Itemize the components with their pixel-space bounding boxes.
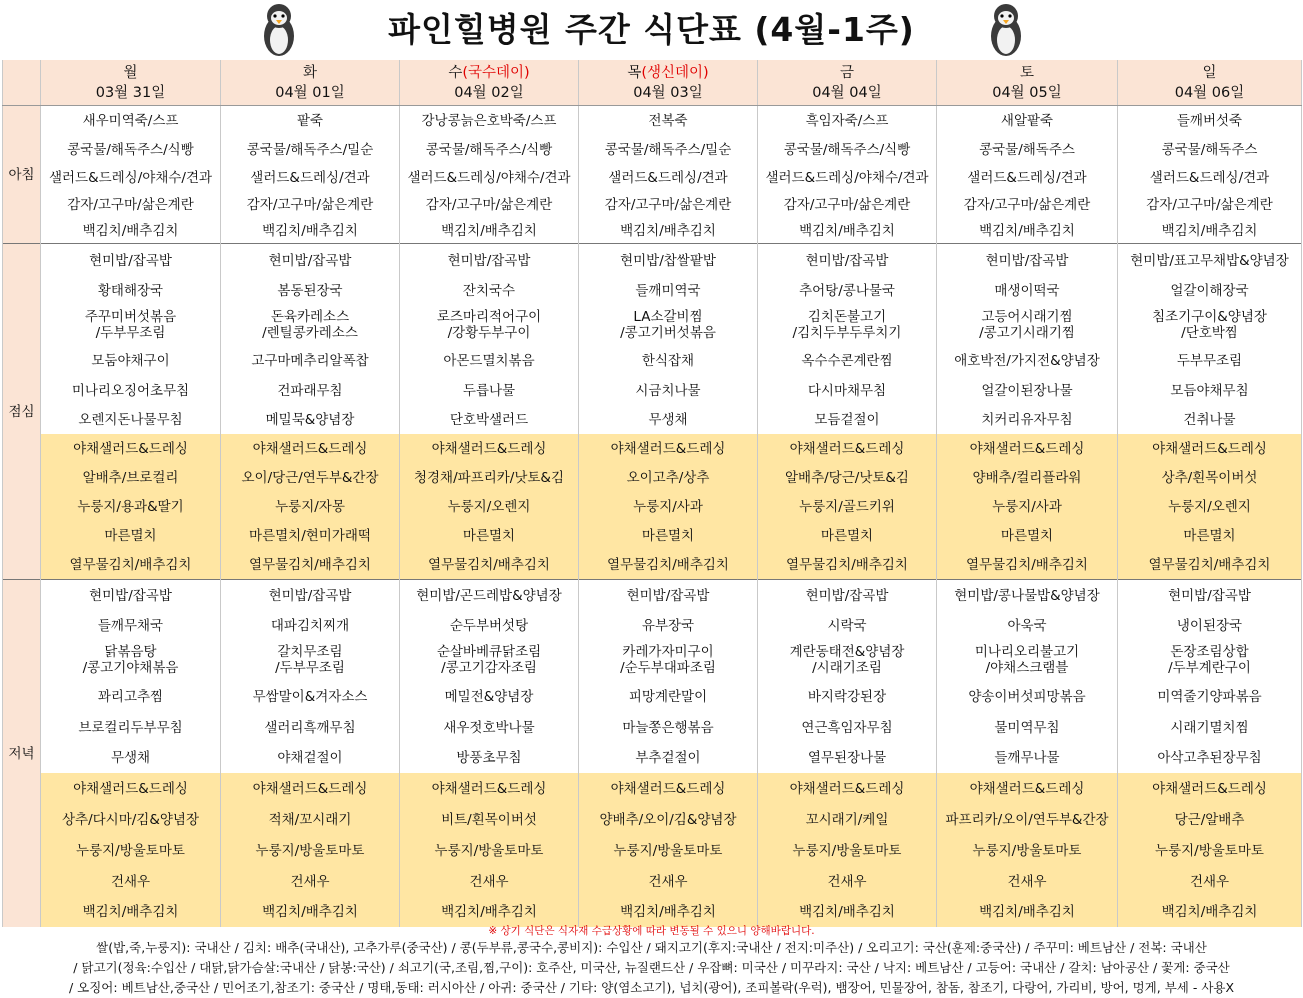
page-title: 파인힐병원 주간 식단표 (4월-1주) xyxy=(388,10,915,49)
menu-item: 메밀묵&양념장 xyxy=(221,405,400,434)
menu-row xyxy=(3,550,1302,580)
menu-item: 누룽지/용과&딸기 xyxy=(41,492,221,521)
menu-item-line: /콩고기감자조림 xyxy=(441,660,537,676)
menu-item: 현미밥/잡곡밥 xyxy=(758,580,937,613)
menu-item: 백김치/배추김치 xyxy=(41,897,221,927)
menu-item: 야채샐러드&드레싱 xyxy=(400,773,579,804)
menu-item: 상추/다시마/김&양념장 xyxy=(41,804,221,835)
menu-item: 샐러드&드레싱/견과 xyxy=(937,164,1118,191)
menu-row xyxy=(3,244,1302,278)
menu-item: 봄동된장국 xyxy=(221,277,400,304)
menu-item: 들깨미역국 xyxy=(579,277,758,304)
menu-item: 옥수수콘계란찜 xyxy=(758,346,937,376)
day-name-line xyxy=(221,63,399,83)
menu-row xyxy=(3,804,1302,835)
day-tag: (생신데이) xyxy=(641,64,709,81)
menu-item: 현미밥/잡곡밥 xyxy=(41,244,221,278)
menu-item: 현미밥/잡곡밥 xyxy=(937,244,1118,278)
menu-item: 백김치/배추김치 xyxy=(758,897,937,927)
menu-item: 콩국물/해독주스/밀순 xyxy=(221,135,400,164)
menu-item-line: /순두부대파조림 xyxy=(620,660,716,676)
meal-label: 아침 xyxy=(3,106,41,244)
menu-item: 현미밥/표고무채밥&양념장 xyxy=(1118,244,1302,278)
menu-item: 누룽지/골드키위 xyxy=(758,492,937,521)
menu-item: 백김치/배추김치 xyxy=(400,897,579,927)
menu-row xyxy=(3,191,1302,218)
menu-row xyxy=(3,277,1302,304)
menu-item: 얼갈이해장국 xyxy=(1118,277,1302,304)
menu-item: 백김치/배추김치 xyxy=(579,897,758,927)
menu-item: 미나리오징어초무침 xyxy=(41,376,221,405)
menu-item: 샐러리흑깨무침 xyxy=(221,713,400,742)
menu-item-line: /김치두부두루치기 xyxy=(792,325,902,341)
menu-item: 황태해장국 xyxy=(41,277,221,304)
day-name: 일 xyxy=(1202,64,1217,81)
menu-row xyxy=(3,580,1302,613)
menu-item: 고구마메추리알폭찹 xyxy=(221,346,400,376)
menu-item: 백김치/배추김치 xyxy=(937,218,1118,244)
menu-item: 새우미역죽/스프 xyxy=(41,106,221,136)
menu-item-line: 순살바베큐닭조림 xyxy=(436,644,542,660)
menu-item: 알배추/브로컬리 xyxy=(41,463,221,492)
menu-item: 건파래무침 xyxy=(221,376,400,405)
menu-item: 들깨무나물 xyxy=(937,742,1118,773)
menu-item: 콩국물/해독주스/식빵 xyxy=(400,135,579,164)
menu-item xyxy=(1118,639,1302,681)
menu-item: 열무물김치/배추김치 xyxy=(937,550,1118,580)
menu-item: 콩국물/해독주스 xyxy=(937,135,1118,164)
menu-item: 현미밥/곤드레밥&양념장 xyxy=(400,580,579,613)
menu-row xyxy=(3,434,1302,463)
menu-item: 열무물김치/배추김치 xyxy=(41,550,221,580)
menu-item: 피망계란말이 xyxy=(579,681,758,713)
menu-item: 상추/흰목이버섯 xyxy=(1118,463,1302,492)
day-name-line xyxy=(400,63,578,83)
menu-item: 현미밥/잡곡밥 xyxy=(1118,580,1302,613)
menu-item: 전복죽 xyxy=(579,106,758,136)
menu-item: 무생채 xyxy=(41,742,221,773)
day-header xyxy=(579,60,758,106)
menu-item: 샐러드&드레싱/야채수/견과 xyxy=(758,164,937,191)
menu-item: 잔치국수 xyxy=(400,277,579,304)
menu-item-line: 돈육카레소스 xyxy=(270,309,350,325)
menu-item-line: 계란동태전&양념장 xyxy=(789,644,905,660)
menu-item: 마른멸치 xyxy=(41,521,221,550)
menu-row xyxy=(3,639,1302,681)
menu-item: 콩국물/해독주스/식빵 xyxy=(758,135,937,164)
menu-item: 열무물김치/배추김치 xyxy=(579,550,758,580)
menu-item: 감자/고구마/삶은계란 xyxy=(41,191,221,218)
origin-line: / 닭고기(정육:수입산 / 대닭,닭가슴살:국내산 / 닭봉:국산) / 쇠고기(국,조림,찜,구이): 호주산, 미국산, 뉴질랜드산 / 우잡뼈: 미국산 / 미꾸라지: 국산 / 낙지: 베트남산 / 고등어: 국내산 / 갈치: 남아공산 / 꽃게: 중국산 xyxy=(73,960,1230,975)
menu-item: 양송이버섯피망볶음 xyxy=(937,681,1118,713)
day-tag: (국수데이) xyxy=(462,64,530,81)
menu-item: 감자/고구마/삶은계란 xyxy=(579,191,758,218)
menu-item: 건새우 xyxy=(1118,866,1302,897)
menu-item xyxy=(758,304,937,346)
menu-item: 야채샐러드&드레싱 xyxy=(579,434,758,463)
menu-item: 현미밥/찹쌀팥밥 xyxy=(579,244,758,278)
menu-item: 무쌈말이&겨자소스 xyxy=(221,681,400,713)
menu-item: 비트/흰목이버섯 xyxy=(400,804,579,835)
menu-item: 강낭콩늙은호박죽/스프 xyxy=(400,106,579,136)
menu-item: 현미밥/잡곡밥 xyxy=(758,244,937,278)
menu-item: 누룽지/사과 xyxy=(937,492,1118,521)
menu-item: 청경채/파프리카/낫토&김 xyxy=(400,463,579,492)
day-name: 금 xyxy=(839,64,854,81)
menu-item: 마른멸치 xyxy=(937,521,1118,550)
day-date: 04월 02일 xyxy=(454,84,524,101)
menu-item: 들깨버섯죽 xyxy=(1118,106,1302,136)
menu-item xyxy=(400,304,579,346)
menu-item: 물미역무침 xyxy=(937,713,1118,742)
menu-item: 건새우 xyxy=(41,866,221,897)
menu-item: 한식잡채 xyxy=(579,346,758,376)
menu-item: 대파김치찌개 xyxy=(221,612,400,639)
menu-item-line: 돈장조림상합 xyxy=(1170,644,1249,660)
menu-item: 파프리카/오이/연두부&간장 xyxy=(937,804,1118,835)
day-date: 04월 03일 xyxy=(633,84,703,101)
day-name: 목 xyxy=(627,64,642,81)
menu-item: 현미밥/잡곡밥 xyxy=(579,580,758,613)
menu-item: 감자/고구마/삶은계란 xyxy=(221,191,400,218)
menu-item: 두부무조림 xyxy=(1118,346,1302,376)
day-name: 수 xyxy=(448,64,463,81)
menu-item: 열무물김치/배추김치 xyxy=(758,550,937,580)
menu-item: 양배추/컬리플라워 xyxy=(937,463,1118,492)
menu-item: 백김치/배추김치 xyxy=(937,897,1118,927)
menu-item: 얼갈이된장나물 xyxy=(937,376,1118,405)
menu-item: 모듬야채무침 xyxy=(1118,376,1302,405)
menu-item: 들깨무채국 xyxy=(41,612,221,639)
menu-row xyxy=(3,135,1302,164)
menu-item: 마른멸치 xyxy=(579,521,758,550)
menu-item-line: /콩고기야채볶음 xyxy=(82,660,179,676)
menu-item: 건새우 xyxy=(221,866,400,897)
menu-item: 야채샐러드&드레싱 xyxy=(221,434,400,463)
menu-item: 애호박전/가지전&양념장 xyxy=(937,346,1118,376)
menu-item: 백김치/배추김치 xyxy=(221,218,400,244)
menu-item: 야채겉절이 xyxy=(221,742,400,773)
day-name: 월 xyxy=(123,64,138,81)
menu-item-line: 고등어시래기찜 xyxy=(981,309,1073,325)
menu-item: 열무물김치/배추김치 xyxy=(221,550,400,580)
menu-row xyxy=(3,376,1302,405)
menu-item-line: /강황두부구이 xyxy=(447,325,531,341)
menu-item-line: /콩고기버섯볶음 xyxy=(620,325,716,341)
origin-line: 쌀(밥,죽,누룽지): 국내산 / 김치: 배추(국내산), 고추가루(중국산) / 콩(두부류,콩국수,콩비지): 수입산 / 돼지고기(후지:국내산 / 전지:미주산) / 오리고기: 국산(훈제:중국산) / 주꾸미: 베트남산 / 전복: 국내산 xyxy=(96,940,1207,955)
menu-row xyxy=(3,713,1302,742)
menu-item: 브로컬리두부무침 xyxy=(41,713,221,742)
menu-item-line: /두부무조림 xyxy=(275,660,345,676)
menu-item: 다시마채무침 xyxy=(758,376,937,405)
menu-item-line: /단호박찜 xyxy=(1181,325,1238,341)
day-header xyxy=(41,60,221,106)
menu-item: 시금치나물 xyxy=(579,376,758,405)
day-header xyxy=(758,60,937,106)
menu-item xyxy=(221,639,400,681)
menu-item: 열무물김치/배추김치 xyxy=(400,550,579,580)
menu-item: 건새우 xyxy=(758,866,937,897)
menu-item: 백김치/배추김치 xyxy=(1118,218,1302,244)
menu-item: 냉이된장국 xyxy=(1118,612,1302,639)
menu-row xyxy=(3,773,1302,804)
menu-item: 오렌지돈나물무침 xyxy=(41,405,221,434)
menu-item: 누룽지/방울토마토 xyxy=(1118,835,1302,866)
menu-row xyxy=(3,742,1302,773)
menu-item: 부추겉절이 xyxy=(579,742,758,773)
menu-item: 새알팥죽 xyxy=(937,106,1118,136)
menu-item: 열무된장나물 xyxy=(758,742,937,773)
menu-item: 콩국물/해독주스/식빵 xyxy=(41,135,221,164)
menu-item: 아삭고추된장무침 xyxy=(1118,742,1302,773)
menu-item: 백김치/배추김치 xyxy=(1118,897,1302,927)
menu-item: 감자/고구마/삶은계란 xyxy=(400,191,579,218)
day-name-line xyxy=(41,63,220,83)
menu-item xyxy=(579,304,758,346)
menu-item: 샐러드&드레싱/야채수/견과 xyxy=(400,164,579,191)
menu-item: 적채/꼬시래기 xyxy=(221,804,400,835)
menu-item: 누룽지/방울토마토 xyxy=(41,835,221,866)
day-date: 03월 31일 xyxy=(95,84,166,101)
menu-item: 오이고추/상추 xyxy=(579,463,758,492)
menu-item: 야채샐러드&드레싱 xyxy=(400,434,579,463)
menu-item: 누룽지/방울토마토 xyxy=(937,835,1118,866)
menu-item: 알배추/당근/낫토&김 xyxy=(758,463,937,492)
menu-row xyxy=(3,492,1302,521)
menu-item: 샐러드&드레싱/야채수/견과 xyxy=(41,164,221,191)
meal-label: 점심 xyxy=(3,244,41,580)
day-header xyxy=(221,60,400,106)
menu-item: 마른멸치 xyxy=(758,521,937,550)
menu-item: 팥죽 xyxy=(221,106,400,136)
menu-item: 순두부버섯탕 xyxy=(400,612,579,639)
menu-item-line: /두부무조림 xyxy=(95,325,166,341)
menu-item: 시래기멸치찜 xyxy=(1118,713,1302,742)
notice-text: ※ 상기 식단은 식자재 수급상황에 따라 변동될 수 있으니 양해바랍니다. xyxy=(488,925,815,937)
menu-item: 백김치/배추김치 xyxy=(221,897,400,927)
menu-item: 메밀전&양념장 xyxy=(400,681,579,713)
menu-item: 감자/고구마/삶은계란 xyxy=(937,191,1118,218)
menu-item-line: /콩고기시래기찜 xyxy=(979,325,1075,341)
menu-item: 야채샐러드&드레싱 xyxy=(1118,434,1302,463)
menu-item: 현미밥/잡곡밥 xyxy=(221,244,400,278)
menu-item xyxy=(41,304,221,346)
menu-item: 매생이떡국 xyxy=(937,277,1118,304)
menu-item-line: 갈치무조림 xyxy=(277,644,343,660)
day-name-line xyxy=(1118,63,1301,83)
menu-item: 누룽지/오렌지 xyxy=(400,492,579,521)
menu-item xyxy=(221,304,400,346)
menu-item: 두릅나물 xyxy=(400,376,579,405)
menu-item: 미역줄기양파볶음 xyxy=(1118,681,1302,713)
menu-item: 당근/알배추 xyxy=(1118,804,1302,835)
menu-item: 현미밥/잡곡밥 xyxy=(41,580,221,613)
day-header xyxy=(1118,60,1302,106)
menu-item: 백김치/배추김치 xyxy=(758,218,937,244)
menu-item: 바지락강된장 xyxy=(758,681,937,713)
menu-item: 백김치/배추김치 xyxy=(41,218,221,244)
menu-item: 야채샐러드&드레싱 xyxy=(41,434,221,463)
menu-item: 흑임자죽/스프 xyxy=(758,106,937,136)
menu-item-line: 카레가자미구이 xyxy=(622,644,714,660)
header-row xyxy=(3,60,1302,106)
menu-item: 야채샐러드&드레싱 xyxy=(758,773,937,804)
menu-item: 꽈리고추찜 xyxy=(41,681,221,713)
menu-row xyxy=(3,106,1302,136)
day-date: 04월 05일 xyxy=(992,84,1062,101)
menu-item xyxy=(937,639,1118,681)
menu-item: 무생채 xyxy=(579,405,758,434)
menu-item xyxy=(758,639,937,681)
menu-item: 시락국 xyxy=(758,612,937,639)
menu-item: 꼬시래기/케일 xyxy=(758,804,937,835)
origin-line: / 오징어: 베트남산,중국산 / 민어조기,참조기: 중국산 / 명태,동태: 러시아산 / 아귀: 중국산 / 기타: 양(염소고기), 넙치(광어), 조피볼락(우럭), 뱀장어, 민물장어, 참돔, 참조기, 다랑어, 가리비, 방어, 멍게, 부세 - 사용X xyxy=(68,980,1235,995)
menu-item: 야채샐러드&드레싱 xyxy=(221,773,400,804)
menu-item: 건새우 xyxy=(937,866,1118,897)
day-date: 04월 04일 xyxy=(812,84,882,101)
menu-row xyxy=(3,521,1302,550)
menu-item: 누룽지/방울토마토 xyxy=(579,835,758,866)
menu-item: 치커리유자무침 xyxy=(937,405,1118,434)
day-name-line xyxy=(579,63,757,83)
menu-item xyxy=(1118,304,1302,346)
menu-item: 아욱국 xyxy=(937,612,1118,639)
menu-item-line: /야채스크램블 xyxy=(985,660,1069,676)
menu-item: 누룽지/오렌지 xyxy=(1118,492,1302,521)
menu-item: 건취나물 xyxy=(1118,405,1302,434)
day-date: 04월 06일 xyxy=(1174,84,1245,101)
menu-row xyxy=(3,346,1302,376)
menu-row xyxy=(3,304,1302,346)
menu-item: 오이/당근/연두부&간장 xyxy=(221,463,400,492)
menu-item: 모듬겉절이 xyxy=(758,405,937,434)
menu-item: 누룽지/방울토마토 xyxy=(758,835,937,866)
menu-item: 야채샐러드&드레싱 xyxy=(579,773,758,804)
menu-item-line: 김치돈불고기 xyxy=(807,309,887,325)
menu-item-line: LA소갈비찜 xyxy=(633,309,703,325)
menu-item: 감자/고구마/삶은계란 xyxy=(758,191,937,218)
menu-item-line: 미나리오리불고기 xyxy=(974,644,1080,660)
menu-row xyxy=(3,612,1302,639)
menu-item: 백김치/배추김치 xyxy=(400,218,579,244)
menu-item: 콩국물/해독주스 xyxy=(1118,135,1302,164)
day-name: 토 xyxy=(1019,64,1034,81)
menu-item: 현미밥/콩나물밥&양념장 xyxy=(937,580,1118,613)
menu-row xyxy=(3,218,1302,244)
menu-item: 야채샐러드&드레싱 xyxy=(41,773,221,804)
menu-item: 샐러드&드레싱/견과 xyxy=(221,164,400,191)
menu-item-line: /렌틸콩카레소스 xyxy=(262,325,358,341)
menu-item: 백김치/배추김치 xyxy=(579,218,758,244)
menu-item-line: 로즈마리적어구이 xyxy=(436,309,542,325)
menu-item: 감자/고구마/삶은계란 xyxy=(1118,191,1302,218)
menu-row xyxy=(3,405,1302,434)
menu-item: 누룽지/자몽 xyxy=(221,492,400,521)
menu-item-line: 주꾸미버섯볶음 xyxy=(84,309,177,325)
menu-item: 콩국물/해독주스/밀순 xyxy=(579,135,758,164)
menu-item: 마른멸치/현미가래떡 xyxy=(221,521,400,550)
corner-cell xyxy=(3,60,41,106)
origin-info xyxy=(0,938,1303,998)
menu-item: 유부장국 xyxy=(579,612,758,639)
meal-label: 저녁 xyxy=(3,580,41,928)
menu-item-line: 침조기구이&양념장 xyxy=(1152,309,1267,325)
menu-item: 건새우 xyxy=(400,866,579,897)
penguin-icon xyxy=(982,2,1030,58)
day-name: 화 xyxy=(302,64,317,81)
menu-item: 누룽지/방울토마토 xyxy=(400,835,579,866)
menu-item: 샐러드&드레싱/견과 xyxy=(1118,164,1302,191)
menu-item: 단호박샐러드 xyxy=(400,405,579,434)
menu-item: 야채샐러드&드레싱 xyxy=(937,434,1118,463)
menu-item: 양배추/오이/김&양념장 xyxy=(579,804,758,835)
menu-item: 방풍초무침 xyxy=(400,742,579,773)
menu-item xyxy=(579,639,758,681)
menu-item xyxy=(400,639,579,681)
menu-item: 추어탕/콩나물국 xyxy=(758,277,937,304)
menu-item-line: /시래기조림 xyxy=(812,660,882,676)
menu-table xyxy=(2,60,1302,927)
menu-item: 현미밥/잡곡밥 xyxy=(221,580,400,613)
day-header xyxy=(400,60,579,106)
menu-item xyxy=(41,639,221,681)
menu-row xyxy=(3,866,1302,897)
menu-item: 마른멸치 xyxy=(400,521,579,550)
day-name-line xyxy=(758,63,936,83)
menu-item: 누룽지/방울토마토 xyxy=(221,835,400,866)
menu-row xyxy=(3,463,1302,492)
menu-item xyxy=(937,304,1118,346)
menu-item-line: 닭볶음탕 xyxy=(104,644,157,660)
menu-item: 마른멸치 xyxy=(1118,521,1302,550)
menu-item: 야채샐러드&드레싱 xyxy=(1118,773,1302,804)
menu-item: 누룽지/사과 xyxy=(579,492,758,521)
menu-item: 아몬드멸치볶음 xyxy=(400,346,579,376)
title-bar xyxy=(0,0,1303,60)
menu-item: 야채샐러드&드레싱 xyxy=(758,434,937,463)
day-date: 04월 01일 xyxy=(275,84,345,101)
day-header xyxy=(937,60,1118,106)
menu-item: 연근흑임자무침 xyxy=(758,713,937,742)
menu-item-line: /두부계란구이 xyxy=(1168,660,1251,676)
menu-item: 샐러드&드레싱/견과 xyxy=(579,164,758,191)
menu-item: 새우젓호박나물 xyxy=(400,713,579,742)
menu-item: 열무물김치/배추김치 xyxy=(1118,550,1302,580)
menu-item: 모둠야채구이 xyxy=(41,346,221,376)
day-name-line xyxy=(937,63,1117,83)
menu-item: 야채샐러드&드레싱 xyxy=(937,773,1118,804)
menu-item: 마늘쫑은행볶음 xyxy=(579,713,758,742)
menu-item: 현미밥/잡곡밥 xyxy=(400,244,579,278)
menu-row xyxy=(3,835,1302,866)
menu-item: 건새우 xyxy=(579,866,758,897)
menu-row xyxy=(3,164,1302,191)
menu-row xyxy=(3,681,1302,713)
